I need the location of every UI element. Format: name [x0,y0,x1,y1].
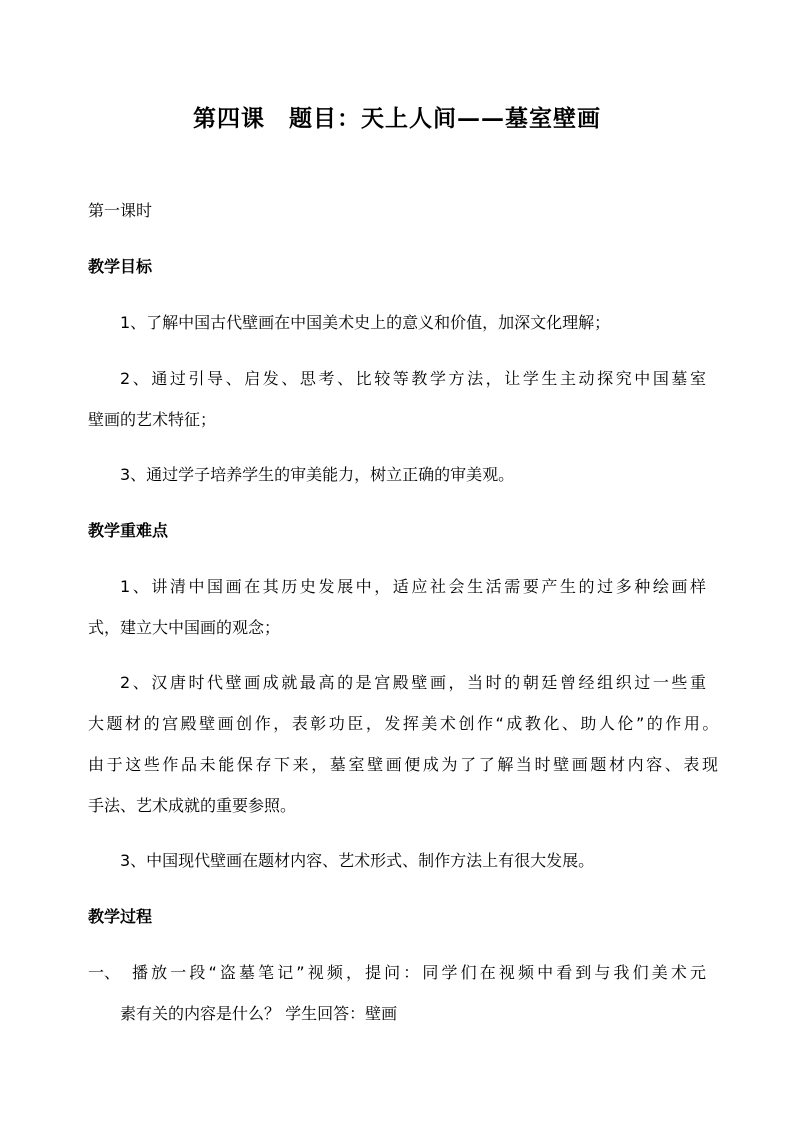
process-step-1-line-1: 播放一段“盗墓笔记”视频，提问：同学们在视频中看到与我们美术元 [132,963,706,982]
document-title: 第四课 题目：天上人间——墓室壁画 [193,105,601,132]
key-point-item-2-line-3: 由于这些作品未能保存下来，墓室壁画便成为了了解当时壁画题材内容、表现 [88,755,718,774]
key-point-item-1-line-1: 1、讲清中国画在其历史发展中，适应社会生活需要产生的过多种绘画样 [120,577,706,596]
key-point-item-2-line-1: 2、汉唐时代壁画成就最高的是宫殿壁画，当时的朝廷曾经组织过一些重 [120,673,706,692]
lesson-period: 第一课时 [88,201,153,220]
key-point-item-3: 3、中国现代壁画在题材内容、艺术形式、制作方法上有很大发展。 [120,851,595,870]
objectives-heading: 教学目标 [88,257,153,276]
key-point-item-2-line-4: 手法、艺术成就的重要参照。 [88,796,297,815]
key-point-item-2-line-2: 大题材的宫殿壁画创作，表彰功臣，发挥美术创作“成教化、助人伦”的作用。 [88,714,718,733]
process-step-1-marker: 一、 [88,963,121,982]
objective-item-2-line-2: 壁画的艺术特征； [88,410,217,429]
key-points-heading: 教学重难点 [88,521,169,540]
process-heading: 教学过程 [88,907,153,926]
objective-item-1: 1、了解中国古代壁画在中国美术史上的意义和价值，加深文化理解； [120,313,611,332]
key-point-item-1-line-2: 式，建立大中国画的观念； [88,618,281,637]
objective-item-2-line-1: 2、通过引导、启发、思考、比较等教学方法，让学生主动探究中国墓室 [120,369,706,388]
process-step-1-line-2: 素有关的内容是什么？ 学生回答：壁画 [120,1004,398,1023]
objective-item-3: 3、通过学子培养学生的审美能力，树立正确的审美观。 [120,465,515,484]
